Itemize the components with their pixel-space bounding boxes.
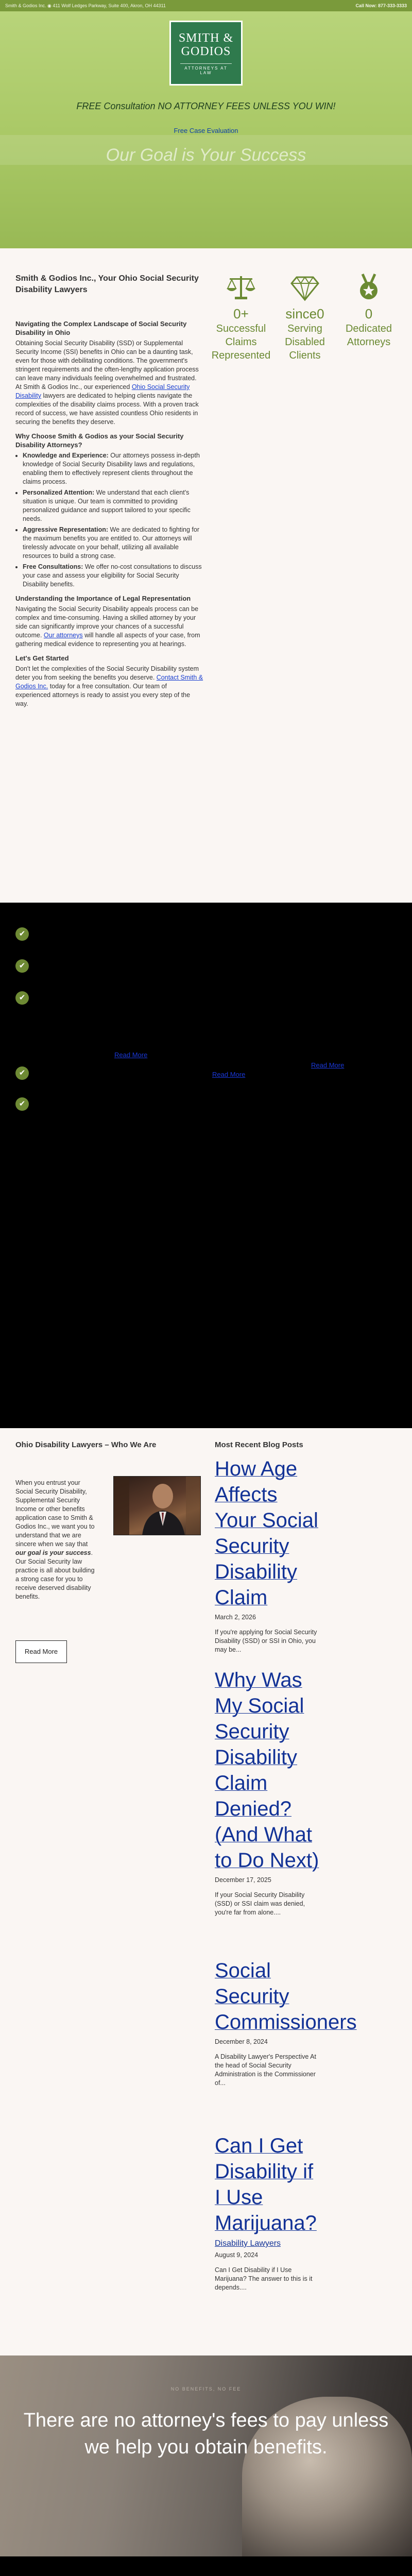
- check-icon: ✔: [15, 1097, 29, 1111]
- blog-post-2: [215, 1667, 323, 1917]
- intro-heading-2: Why Choose Smith & Godios as your Social Security Disability Attorneys?: [15, 432, 184, 449]
- blog-post-4: [215, 2133, 323, 2292]
- medal-icon: [353, 273, 384, 302]
- free-case-evaluation-link[interactable]: Free Case Evaluation: [174, 127, 238, 134]
- stat-serving: [274, 273, 336, 362]
- logo-line-1: SMITH &: [178, 31, 234, 45]
- post-excerpt: If your Social Security Disability (SSD) or SSI claim was denied, you're far from alone....: [215, 1891, 305, 1916]
- stat-label: Successful Claims Represented: [211, 323, 271, 361]
- check-icon: ✔: [15, 991, 29, 1005]
- who-we-are-text: When you entrust your Social Security Disability, Supplemental Security Income or other benefits application case to Smith & Godios Inc., we want you to understand that we are sincere when we say that our goal is your success. Our Social Security law practice is all about building a strong case for you to receive deserved disability benefits.: [15, 1479, 95, 1600]
- no-fee-eyebrow: NO BENEFITS, NO FEE: [170, 2386, 242, 2392]
- post-title-link[interactable]: How Age Affects Your Social Security Disability Claim: [215, 1458, 318, 1609]
- stat-attorneys: [338, 273, 400, 349]
- diamond-icon: [289, 273, 320, 302]
- stat-label: Dedicated Attorneys: [345, 323, 392, 348]
- our-attorneys-link[interactable]: Our attorneys: [43, 632, 83, 639]
- read-more-link-2[interactable]: Read More: [212, 1071, 246, 1078]
- stat-number: 0: [365, 306, 373, 321]
- post-date: December 17, 2025: [215, 1876, 271, 1884]
- features-section: [0, 903, 412, 1428]
- stat-claims: [210, 273, 272, 362]
- intro-heading-1: Navigating the Complex Landscape of Social Security Disability in Ohio: [15, 320, 187, 336]
- scales-icon: [226, 273, 256, 302]
- stat-number: 0+: [233, 306, 249, 321]
- post-excerpt: If you're applying for Social Security Disability (SSD) or SSI in Ohio, you may be...: [215, 1629, 317, 1653]
- footer: [0, 2556, 412, 2576]
- no-fee-heading: There are no attorney's fees to pay unless we help you obtain benefits.: [23, 2410, 389, 2458]
- list-item: • Knowledge and Experience: Our attorneys possess in-depth knowledge of Social Security Disability laws and regulations, enabling them to effectively represent clients throughout the claims process.: [23, 451, 203, 486]
- post-title-link[interactable]: Can I Get Disability if I Use Marijuana?: [215, 2134, 317, 2234]
- intro-body: [15, 319, 203, 714]
- intro-paragraph-2: Navigating the Social Security Disability appeals process can be complex and time-consuming. Having a skilled attorney by your side can significantly improve your chances of a successful outcome. Our attorneys will handle all aspects of your case, from gathering medical evidence to representing you at hearings.: [15, 605, 200, 648]
- read-more-link-3[interactable]: Read More: [311, 1061, 345, 1069]
- post-category-link[interactable]: Disability Lawyers: [215, 2239, 281, 2248]
- post-date: March 2, 2026: [215, 1614, 256, 1621]
- blog-post-3: [215, 1958, 357, 2088]
- reasons-list: [23, 451, 203, 589]
- post-excerpt: Can I Get Disability if I Use Marijuana? The answer to this is it depends....: [215, 2266, 313, 2291]
- stat-label: Serving Disabled Clients: [285, 323, 325, 361]
- recent-posts-title: Most Recent Blog Posts: [215, 1440, 303, 1449]
- list-item: • Personalized Attention: We understand that each client's situation is unique. Our team is committed to providing personalized guidance and support tailored to your specific needs.: [23, 488, 203, 523]
- logo-line-3: ATTORNEYS AT LAW: [180, 63, 232, 75]
- post-excerpt: A Disability Lawyer's Perspective At the head of Social Security Administration is the Commissioner of...: [215, 2053, 316, 2087]
- intro-heading-4: Let's Get Started: [15, 654, 69, 662]
- firm-logo[interactable]: [169, 21, 243, 86]
- hero-tagline: FREE Consultation NO ATTORNEY FEES UNLESS YOU WIN!: [76, 101, 336, 111]
- top-bar: [0, 0, 412, 11]
- post-title-link[interactable]: Social Security Commissioners: [215, 1959, 357, 2033]
- phone-link[interactable]: Call Now: 877-333-3333: [355, 3, 407, 8]
- logo-line-2: GODIOS: [181, 45, 231, 58]
- contact-link[interactable]: Contact Smith & Godios Inc.: [15, 674, 203, 690]
- check-icon: ✔: [15, 959, 29, 973]
- attorney-photo: [113, 1476, 201, 1535]
- list-item: • Free Consultations: We offer no-cost consultations to discuss your case and assess your eligibility for Social Security Disability benefits.: [23, 563, 203, 589]
- address-text: Smith & Godios Inc. ◉ 411 Wolf Ledges Parkway, Suite 400, Akron, OH 44311: [5, 3, 166, 8]
- intro-paragraph-1: Obtaining Social Security Disability (SSD) or Supplemental Security Income (SSI) benefits in Ohio can be a daunting task, even for those with debilitating conditions. The government's stringent requirements and the often-lengthy application process can leave many individuals feeling overwhelmed and frustrated. At Smith & Godios Inc., our experienced Ohio Social Security Disability lawyers are dedicated to helping clients navigate the complexities of the disability claims process. With a proven track record of success, we have assisted countless Ohio residents in securing the benefits they deserve.: [15, 340, 199, 426]
- post-title-link[interactable]: Why Was My Social Security Disability Claim Denied? (And What to Do Next): [215, 1669, 319, 1872]
- check-icon: ✔: [15, 927, 29, 941]
- intro-paragraph-3: Don't let the complexities of the Social Security Disability system deter you from seeking the benefits you deserve. Contact Smith & Godios Inc. today for a free consultation. Our team of experienced attorneys is ready to assist you every step of the way.: [15, 665, 203, 707]
- read-more-button[interactable]: Read More: [15, 1640, 67, 1663]
- ohio-ssd-link[interactable]: Ohio Social Security Disability: [15, 383, 190, 399]
- intro-title: Smith & Godios Inc., Your Ohio Social Security Disability Lawyers: [15, 274, 199, 294]
- list-item: • Aggressive Representation: We are dedicated to fighting for the maximum benefits you are entitled to. Our attorneys will tirelessly advocate on your behalf, utilizing all available resources to build a strong case.: [23, 526, 203, 561]
- check-icon: ✔: [15, 1066, 29, 1080]
- post-date: August 9, 2024: [215, 2251, 259, 2259]
- post-date: December 8, 2024: [215, 2038, 268, 2045]
- stat-number: since0: [285, 306, 324, 321]
- hero-goal-heading: Our Goal is Your Success: [106, 145, 306, 165]
- who-we-are-title: Ohio Disability Lawyers – Who We Are: [15, 1440, 157, 1449]
- intro-heading-3: Understanding the Importance of Legal Representation: [15, 595, 191, 602]
- blog-post-1: [215, 1456, 323, 1654]
- read-more-link-1[interactable]: Read More: [114, 1051, 148, 1059]
